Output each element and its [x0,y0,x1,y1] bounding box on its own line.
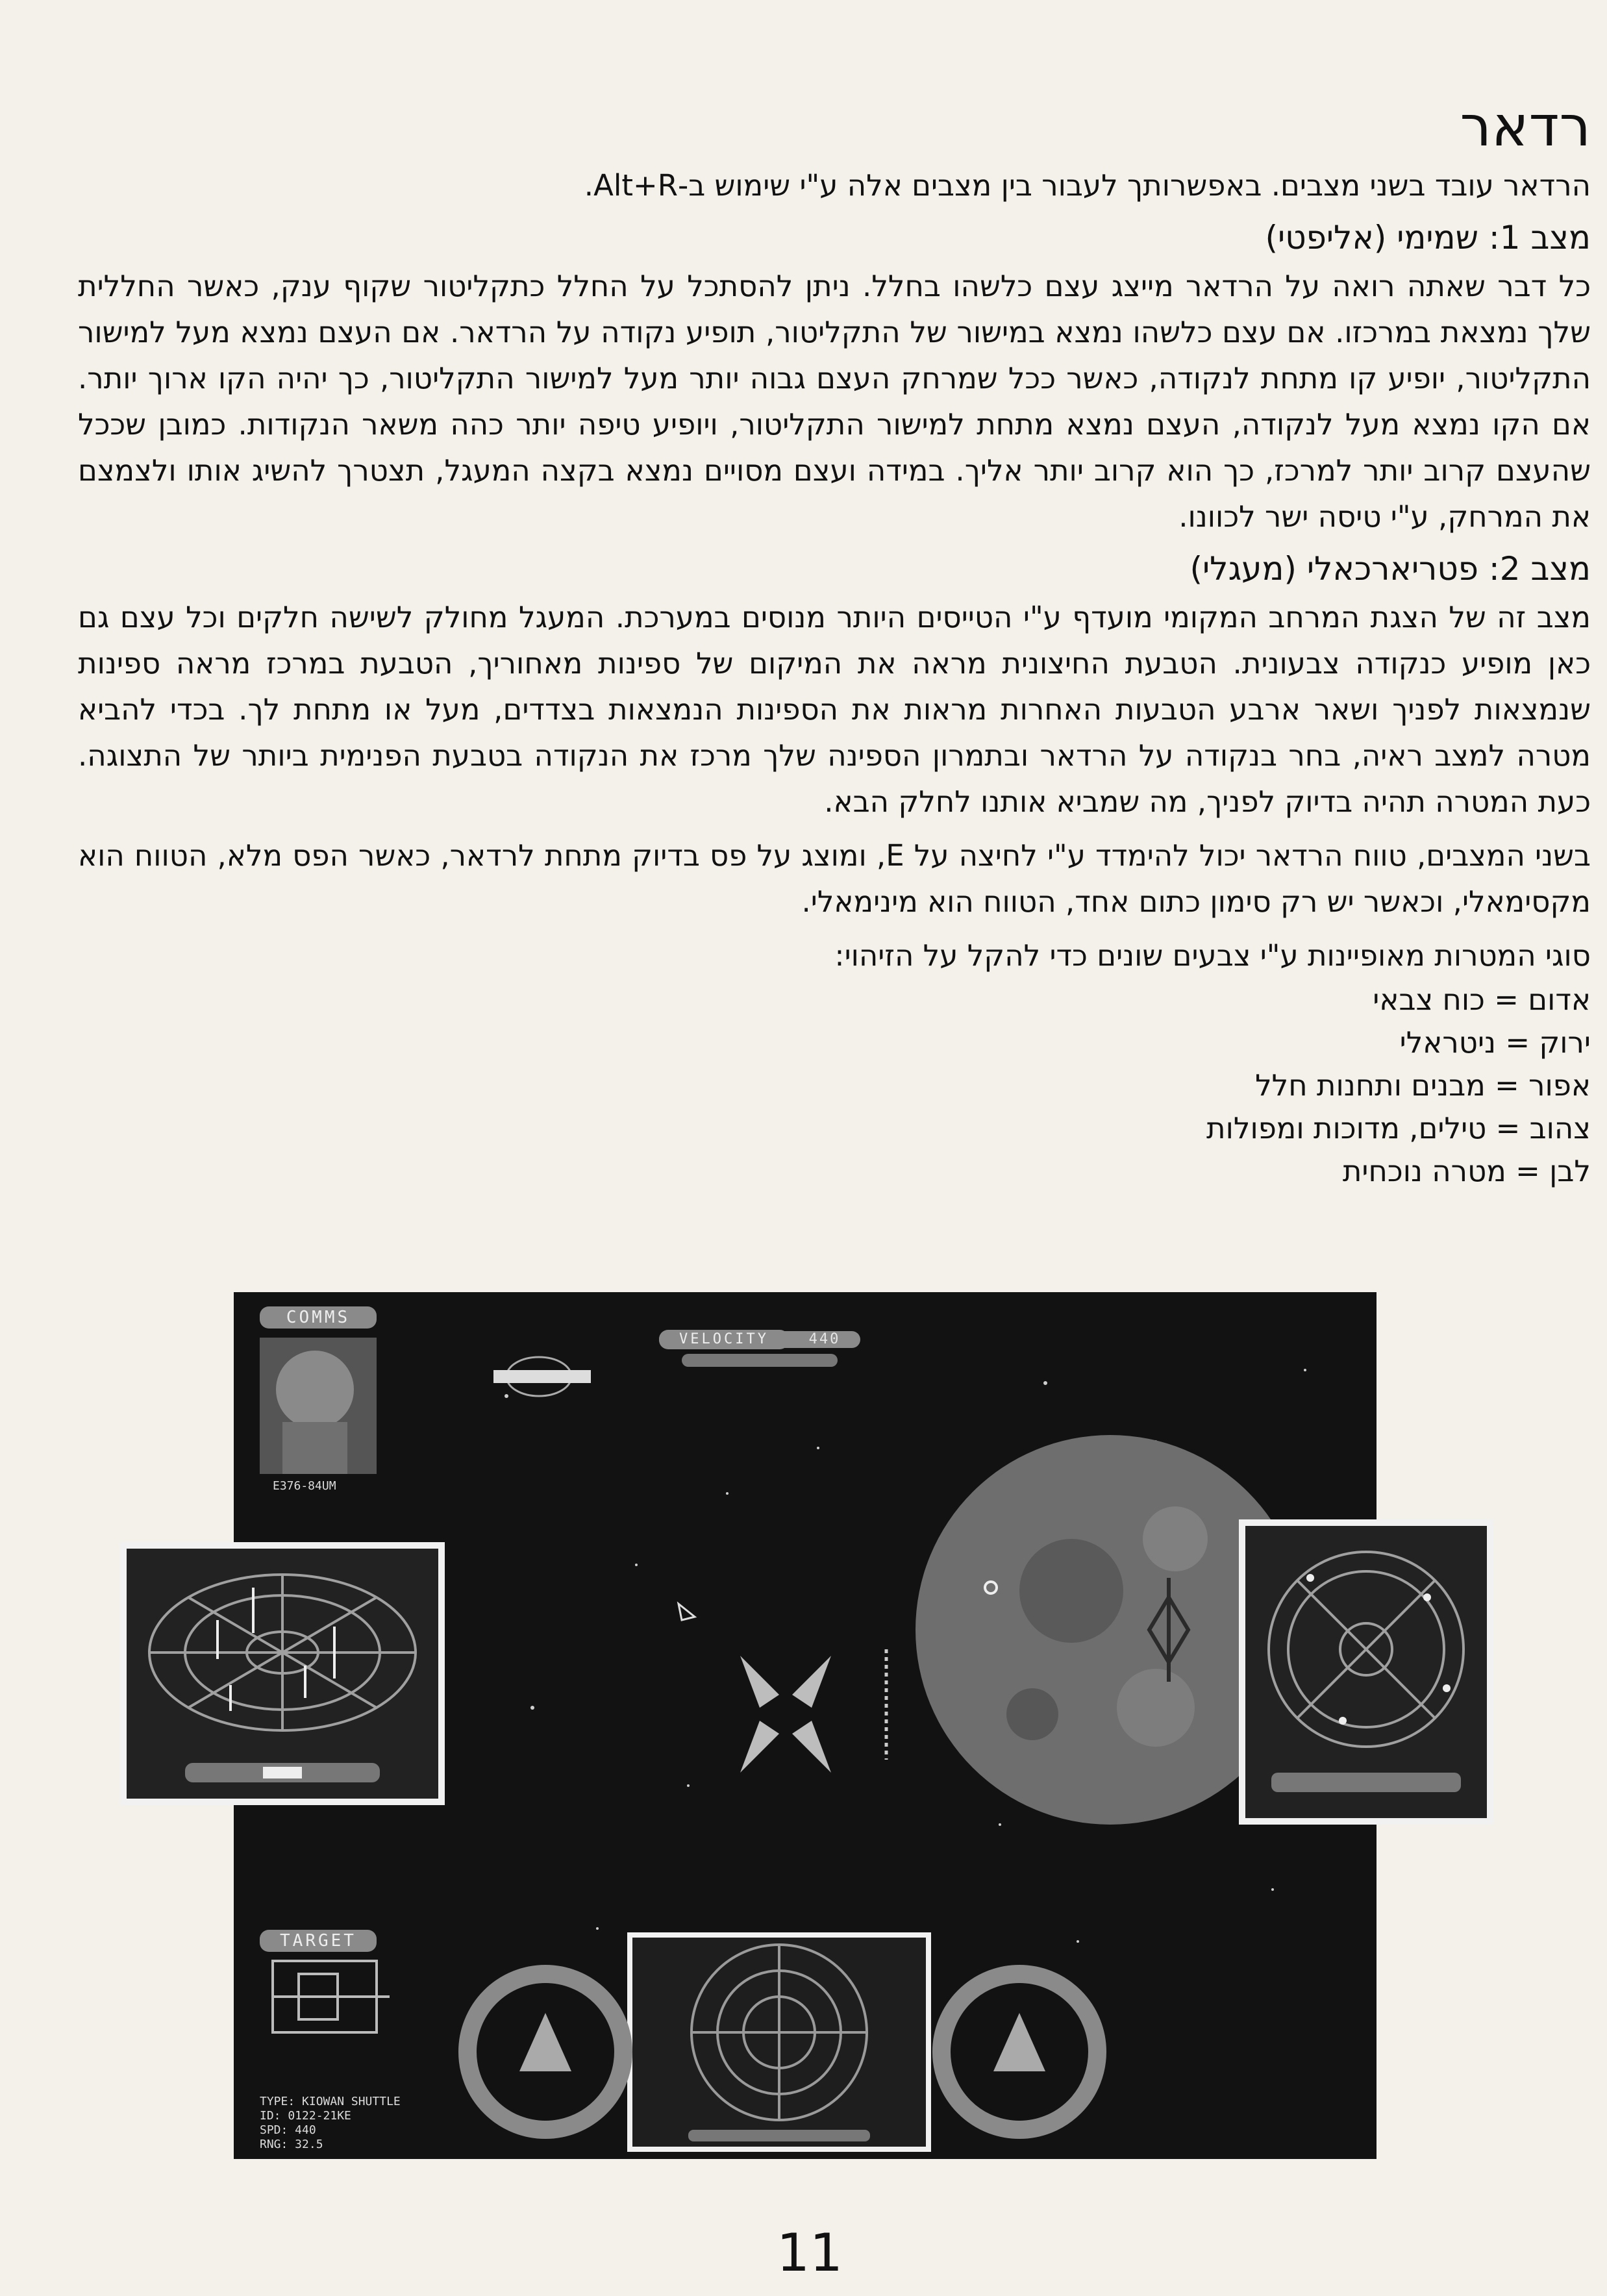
target-info: TYPE: KIOWAN SHUTTLE ID: 0122-21KE SPD: 440 RNG: 32.5 [260,2095,401,2151]
legend-item: ירוק = ניטראלי [1399,1025,1591,1060]
missile-icon [493,1357,591,1396]
section-body-mode-1: כל דבר שאתה רואה על הרדאר מייצג עצם כלשהו בחלל. ניתן להסתכל על החלל כתקליטור שקוף ענק, כאשר החללית שלך נמצאת במרכזו. אם עצם כלשהו נמצא במישור של התקליטור, תופיע נקודה על הרדאר. אם העצם נמצא מעל למישור התקליטור, יופיע קו מתחת לנקודה, כאשר ככל שמרחק העצם גבוה יותר מעל למישור התקליטור, כך יהיה הקו ארוך יותר. אם הקו נמצא מעל לנקודה, העצם נמצא מתחת למישור התקליטור, ויופיע טיפה יותר כהה משאר הנקודות. כמובן שככל שהעצם קרוב יותר למרכז, כך הוא קרוב יותר אליך. במידה ועצם מסויים נמצא בקצה המעגל, תצטרך להשיג אותו ולצמצם את המרחק, ע"י טיסה ישר לכוונו. [78,269,1591,534]
section-body-mode-2: מצב זה של הצגת המרחב המקומי מועדף ע"י הטייסים היותר מנוסים במערכת. המעגל מחולק לשישה חלקים וכל עצם גם כאן מופיע כנקודה צבעונית. הטבעת החיצונית מראה את המיקום של ספינות מאחוריך, הטבעת במרכז מראה ספינות שנמצאות לפניך ושאר ארבע הטבעות האחרות מראות את הספינות הנמצאות בצדדים, מעל או מתחת לך. בכדי להביא מטרה למצב ראיה, בחר בנקודה על הרדאר ובתמרון הספינה שלך מרכז את הנקודה בטבעת הפנימית ביותר של התצוגה. כעת המטרה תהיה בדיוק לפניך, מה שמביא אותנו לחלק הבא. [78,600,1591,819]
legend-item: אדום = כוח צבאי [1373,982,1591,1017]
page-title: רדאר [1460,94,1591,159]
reticle [740,1656,831,1773]
color-legend [78,979,1591,1193]
section-heading-mode-2: מצב 2: פטריארכאלי (מעגלי) [1190,550,1591,588]
range-paragraph: בשני המצבים, טווח הרדאר יכול להימדד ע"י לחיצה על E, ומוצג על פס בדיוק מתחת לרדאר, כאשר הפס מלא, הטווח הוא מקסימאלי, וכאשר יש רק סימון כתום אחד, הטווח הוא מינימאלי. [78,838,1591,919]
legend-item: צהוב = טילים, מדוכות ומפולות [1206,1111,1591,1145]
circular-radar-inset [1239,1519,1493,1825]
comms-id: E376-84UM [273,1479,336,1493]
velocity-label: VELOCITY [659,1330,789,1349]
left-shield-gauge [467,1974,623,2130]
section-heading-mode-1: מצב 1: שמימי (אליפטי) [1265,219,1591,256]
target-label: TARGET [260,1930,377,1952]
legend-item: אפור = מבנים ותחנות חלל [1255,1068,1591,1103]
legend-intro: סוגי המטרות מאופיינות ע"י צבעים שונים כדי להקל על הזיהוי: [834,938,1591,973]
intro-paragraph: הרדאר עובד בשני מצבים. באפשרותך לעבור בין מצבים אלה ע"י שימוש ב-Alt+R. [584,168,1591,203]
text-column [78,91,1591,1193]
target-schematic [273,1961,390,2032]
right-shield-gauge [941,1974,1097,2130]
legend-item: לבן = מטרה נוכחית [1342,1154,1591,1188]
velocity-value: 440 [808,1331,841,1347]
page-number: 11 [777,2223,843,2283]
comms-label: COMMS [260,1306,377,1329]
elliptical-radar-inset [120,1542,445,1805]
